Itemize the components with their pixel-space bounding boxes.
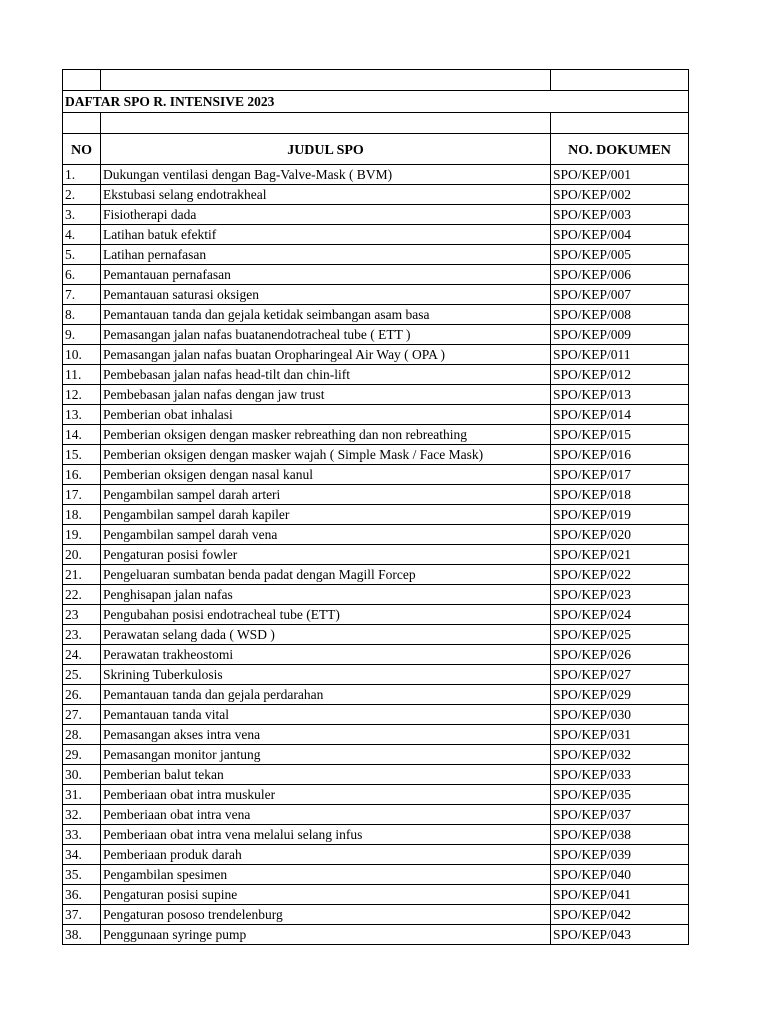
- document-number: SPO/KEP/025: [551, 625, 689, 645]
- table-row: [63, 585, 689, 605]
- row-number: 35.: [63, 865, 101, 885]
- spo-title: Pemberian oksigen dengan nasal kanul: [101, 465, 551, 485]
- table-row: [63, 245, 689, 265]
- document-number: SPO/KEP/007: [551, 285, 689, 305]
- document-number: SPO/KEP/002: [551, 185, 689, 205]
- document-number: SPO/KEP/020: [551, 525, 689, 545]
- row-number: 27.: [63, 705, 101, 725]
- document-number: SPO/KEP/037: [551, 805, 689, 825]
- document-number: SPO/KEP/041: [551, 885, 689, 905]
- row-number: 24.: [63, 645, 101, 665]
- spo-title: Dukungan ventilasi dengan Bag-Valve-Mask ( BVM): [101, 165, 551, 185]
- document-number: SPO/KEP/012: [551, 365, 689, 385]
- row-number: 20.: [63, 545, 101, 565]
- spo-title: Pemberian balut tekan: [101, 765, 551, 785]
- row-number: 37.: [63, 905, 101, 925]
- table-row: [63, 925, 689, 945]
- table-row: [63, 285, 689, 305]
- table-row: [63, 685, 689, 705]
- row-number: 17.: [63, 485, 101, 505]
- document-number: SPO/KEP/011: [551, 345, 689, 365]
- document-number: SPO/KEP/021: [551, 545, 689, 565]
- spo-title: Pengeluaran sumbatan benda padat dengan Magill Forcep: [101, 565, 551, 585]
- empty-cell: [101, 70, 551, 91]
- document-number: SPO/KEP/032: [551, 745, 689, 765]
- row-number: 33.: [63, 825, 101, 845]
- spo-title: Pemberiaan obat intra vena melalui selang infus: [101, 825, 551, 845]
- row-number: 13.: [63, 405, 101, 425]
- table-row: [63, 865, 689, 885]
- spo-title: Latihan pernafasan: [101, 245, 551, 265]
- document-number: SPO/KEP/001: [551, 165, 689, 185]
- table-row: [63, 365, 689, 385]
- table-body: [63, 70, 689, 945]
- row-number: 34.: [63, 845, 101, 865]
- spo-title: Pengaturan posisi fowler: [101, 545, 551, 565]
- spo-title: Pemberian obat inhalasi: [101, 405, 551, 425]
- spo-title: Pemberian oksigen dengan masker rebreathing dan non rebreathing: [101, 425, 551, 445]
- document-number: SPO/KEP/013: [551, 385, 689, 405]
- row-number: 5.: [63, 245, 101, 265]
- table-row: [63, 385, 689, 405]
- table-row: [63, 805, 689, 825]
- document-number: SPO/KEP/023: [551, 585, 689, 605]
- document-number: SPO/KEP/006: [551, 265, 689, 285]
- document-number: SPO/KEP/042: [551, 905, 689, 925]
- table-row: [63, 225, 689, 245]
- row-number: 7.: [63, 285, 101, 305]
- document-number: SPO/KEP/014: [551, 405, 689, 425]
- spo-title: Pengambilan sampel darah kapiler: [101, 505, 551, 525]
- row-number: 16.: [63, 465, 101, 485]
- row-number: 2.: [63, 185, 101, 205]
- spo-title: Skrining Tuberkulosis: [101, 665, 551, 685]
- empty-cell: [101, 113, 551, 134]
- row-number: 21.: [63, 565, 101, 585]
- spo-list-table: [62, 69, 689, 945]
- spo-title: Penghisapan jalan nafas: [101, 585, 551, 605]
- row-number: 18.: [63, 505, 101, 525]
- row-number: 12.: [63, 385, 101, 405]
- row-number: 38.: [63, 925, 101, 945]
- spo-title: Pengaturan pososo trendelenburg: [101, 905, 551, 925]
- spo-title: Penggunaan syringe pump: [101, 925, 551, 945]
- table-row: [63, 425, 689, 445]
- document-number: SPO/KEP/004: [551, 225, 689, 245]
- spo-title: Pembebasan jalan nafas head-tilt dan chin-lift: [101, 365, 551, 385]
- spo-title: Ekstubasi selang endotrakheal: [101, 185, 551, 205]
- spo-title: Pemasangan jalan nafas buatan Oropharingeal Air Way ( OPA ): [101, 345, 551, 365]
- table-row: [63, 885, 689, 905]
- row-number: 25.: [63, 665, 101, 685]
- spo-title: Pemasangan monitor jantung: [101, 745, 551, 765]
- spo-title: Pemantauan tanda dan gejala ketidak seimbangan asam basa: [101, 305, 551, 325]
- table-row: [63, 185, 689, 205]
- table-row: [63, 265, 689, 285]
- row-number: 10.: [63, 345, 101, 365]
- document-number: SPO/KEP/031: [551, 725, 689, 745]
- table-row: [63, 645, 689, 665]
- spo-title: Pengubahan posisi endotracheal tube (ETT): [101, 605, 551, 625]
- row-number: 23.: [63, 625, 101, 645]
- table-row: [63, 305, 689, 325]
- spo-title: Pengambilan sampel darah vena: [101, 525, 551, 545]
- table-row: [63, 905, 689, 925]
- spo-title: Pengaturan posisi supine: [101, 885, 551, 905]
- document-number: SPO/KEP/035: [551, 785, 689, 805]
- row-number: 22.: [63, 585, 101, 605]
- row-number: 19.: [63, 525, 101, 545]
- document-number: SPO/KEP/027: [551, 665, 689, 685]
- table-row: [63, 485, 689, 505]
- document-number: SPO/KEP/033: [551, 765, 689, 785]
- table-row: [63, 345, 689, 365]
- row-number: 28.: [63, 725, 101, 745]
- header-no: NO: [63, 134, 101, 165]
- document-number: SPO/KEP/026: [551, 645, 689, 665]
- spo-title: Pemasangan jalan nafas buatanendotracheal tube ( ETT ): [101, 325, 551, 345]
- row-number: 31.: [63, 785, 101, 805]
- spo-title: Pemantauan tanda dan gejala perdarahan: [101, 685, 551, 705]
- table-row: [63, 605, 689, 625]
- header-row: [63, 134, 689, 165]
- document-number: SPO/KEP/018: [551, 485, 689, 505]
- table-row: [63, 785, 689, 805]
- row-number: 9.: [63, 325, 101, 345]
- empty-row-top: [63, 70, 689, 91]
- document-number: SPO/KEP/017: [551, 465, 689, 485]
- document-number: SPO/KEP/039: [551, 845, 689, 865]
- spo-title: Pemasangan akses intra vena: [101, 725, 551, 745]
- row-number: 15.: [63, 445, 101, 465]
- table-row: [63, 665, 689, 685]
- spo-title: Pemantauan tanda vital: [101, 705, 551, 725]
- row-number: 11.: [63, 365, 101, 385]
- table-row: [63, 705, 689, 725]
- table-row: [63, 405, 689, 425]
- table-row: [63, 545, 689, 565]
- header-no-dokumen: NO. DOKUMEN: [551, 134, 689, 165]
- row-number: 32.: [63, 805, 101, 825]
- table-row: [63, 465, 689, 485]
- table-row: [63, 165, 689, 185]
- document-number: SPO/KEP/030: [551, 705, 689, 725]
- empty-cell: [551, 70, 689, 91]
- table-row: [63, 445, 689, 465]
- table-row: [63, 625, 689, 645]
- row-number: 1.: [63, 165, 101, 185]
- document-number: SPO/KEP/003: [551, 205, 689, 225]
- document-number: SPO/KEP/019: [551, 505, 689, 525]
- empty-row-middle: [63, 113, 689, 134]
- row-number: 8.: [63, 305, 101, 325]
- table-row: [63, 825, 689, 845]
- row-number: 23: [63, 605, 101, 625]
- table-row: [63, 845, 689, 865]
- document-number: SPO/KEP/016: [551, 445, 689, 465]
- row-number: 4.: [63, 225, 101, 245]
- empty-cell: [63, 70, 101, 91]
- table-row: [63, 325, 689, 345]
- spo-title: Pembebasan jalan nafas dengan jaw trust: [101, 385, 551, 405]
- spo-title: Pengambilan spesimen: [101, 865, 551, 885]
- table-row: [63, 505, 689, 525]
- spo-title: Perawatan selang dada ( WSD ): [101, 625, 551, 645]
- empty-cell: [551, 113, 689, 134]
- table-row: [63, 725, 689, 745]
- document-number: SPO/KEP/029: [551, 685, 689, 705]
- row-number: 14.: [63, 425, 101, 445]
- spo-title: Pemberiaan obat intra vena: [101, 805, 551, 825]
- document-number: SPO/KEP/008: [551, 305, 689, 325]
- row-number: 29.: [63, 745, 101, 765]
- document-number: SPO/KEP/043: [551, 925, 689, 945]
- table-row: [63, 745, 689, 765]
- table-row: [63, 205, 689, 225]
- spo-title: Latihan batuk efektif: [101, 225, 551, 245]
- row-number: 6.: [63, 265, 101, 285]
- document-title: DAFTAR SPO R. INTENSIVE 2023: [63, 91, 689, 113]
- row-number: 30.: [63, 765, 101, 785]
- spo-title: Pemantauan pernafasan: [101, 265, 551, 285]
- spo-title: Pemberiaan produk darah: [101, 845, 551, 865]
- spo-title: Pemberiaan obat intra muskuler: [101, 785, 551, 805]
- document-number: SPO/KEP/009: [551, 325, 689, 345]
- table-row: [63, 565, 689, 585]
- document-number: SPO/KEP/024: [551, 605, 689, 625]
- header-judul-spo: JUDUL SPO: [101, 134, 551, 165]
- spo-title: Pengambilan sampel darah arteri: [101, 485, 551, 505]
- row-number: 36.: [63, 885, 101, 905]
- table-row: [63, 765, 689, 785]
- title-row: [63, 91, 689, 113]
- spo-title: Pemantauan saturasi oksigen: [101, 285, 551, 305]
- document-number: SPO/KEP/038: [551, 825, 689, 845]
- document-number: SPO/KEP/015: [551, 425, 689, 445]
- row-number: 26.: [63, 685, 101, 705]
- document-number: SPO/KEP/040: [551, 865, 689, 885]
- empty-cell: [63, 113, 101, 134]
- spo-title: Perawatan trakheostomi: [101, 645, 551, 665]
- row-number: 3.: [63, 205, 101, 225]
- table-row: [63, 525, 689, 545]
- document-number: SPO/KEP/022: [551, 565, 689, 585]
- spo-title: Fisiotherapi dada: [101, 205, 551, 225]
- document-number: SPO/KEP/005: [551, 245, 689, 265]
- spo-title: Pemberian oksigen dengan masker wajah ( Simple Mask / Face Mask): [101, 445, 551, 465]
